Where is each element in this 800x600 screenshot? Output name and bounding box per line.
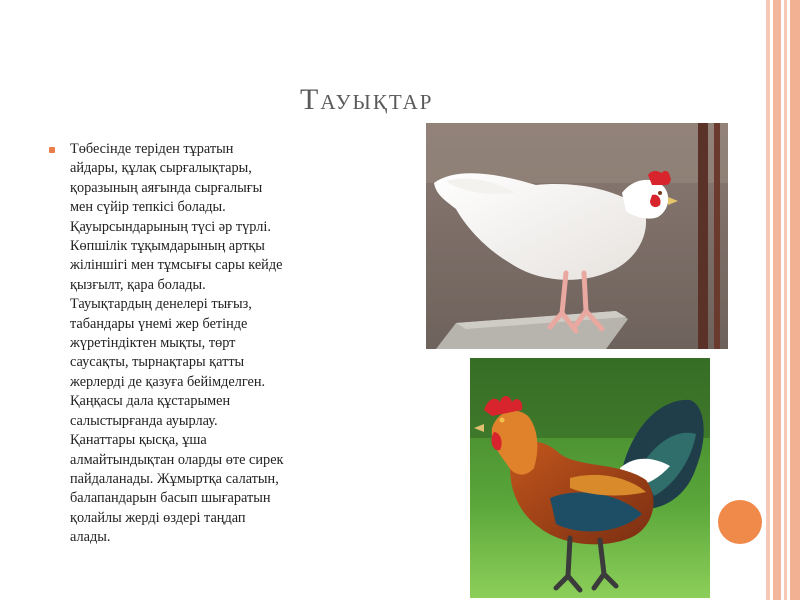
decor-stripe xyxy=(784,0,787,600)
body-text xyxy=(70,140,370,548)
body-line: алмайтындықтан оларды өте сирек xyxy=(70,451,284,468)
body-line: Көпшілік тұқымдарының артқы xyxy=(70,238,265,255)
body-line: Төбесінде теріден тұратын xyxy=(70,141,234,157)
body-line: қолайлы жерді өздері таңдап xyxy=(70,509,246,526)
body-line: Қанаттары қысқа, ұша xyxy=(70,432,207,449)
body-line: Қауырсындарының түсі әр түрлі. xyxy=(70,218,271,235)
body-line: қызғылт, қара болады. xyxy=(70,276,206,293)
body-line: Қаңқасы дала құстарымен xyxy=(70,393,231,410)
body-line: балапандарын басып шығаратын xyxy=(70,490,271,507)
decor-stripe xyxy=(790,0,800,600)
body-line: жіліншігі мен тұмсығы сары кейде xyxy=(70,257,283,274)
bullet-icon xyxy=(49,147,55,153)
decor-stripe xyxy=(766,0,770,600)
body-line: мен сүйір тепкісі болады. xyxy=(70,199,226,216)
body-line: пайдаланады. Жұмыртқа салатын, xyxy=(70,470,279,487)
rooster-photo xyxy=(470,358,710,598)
body-line: Тауықтардың денелері тығыз, xyxy=(70,296,252,313)
decor-stripe xyxy=(773,0,781,600)
body-line: саусақты, тырнақтары қатты xyxy=(70,354,245,371)
slide-title: Тауықтар xyxy=(300,83,434,116)
body-line: қоразының аяғында сырғалығы xyxy=(70,179,263,196)
body-line: айдары, құлақ сырғалықтары, xyxy=(70,160,252,177)
body-line: алады. xyxy=(70,529,111,546)
body-line: жерлерді де қазуға бейімделген. xyxy=(70,373,266,390)
body-line: салыстырғанда ауырлау. xyxy=(70,412,218,429)
white-hen-photo xyxy=(426,123,728,349)
body-line: табандары үнемі жер бетінде xyxy=(70,315,248,332)
body-line: жүретіндіктен мықты, төрт xyxy=(70,335,236,352)
decor-circle xyxy=(718,500,762,544)
